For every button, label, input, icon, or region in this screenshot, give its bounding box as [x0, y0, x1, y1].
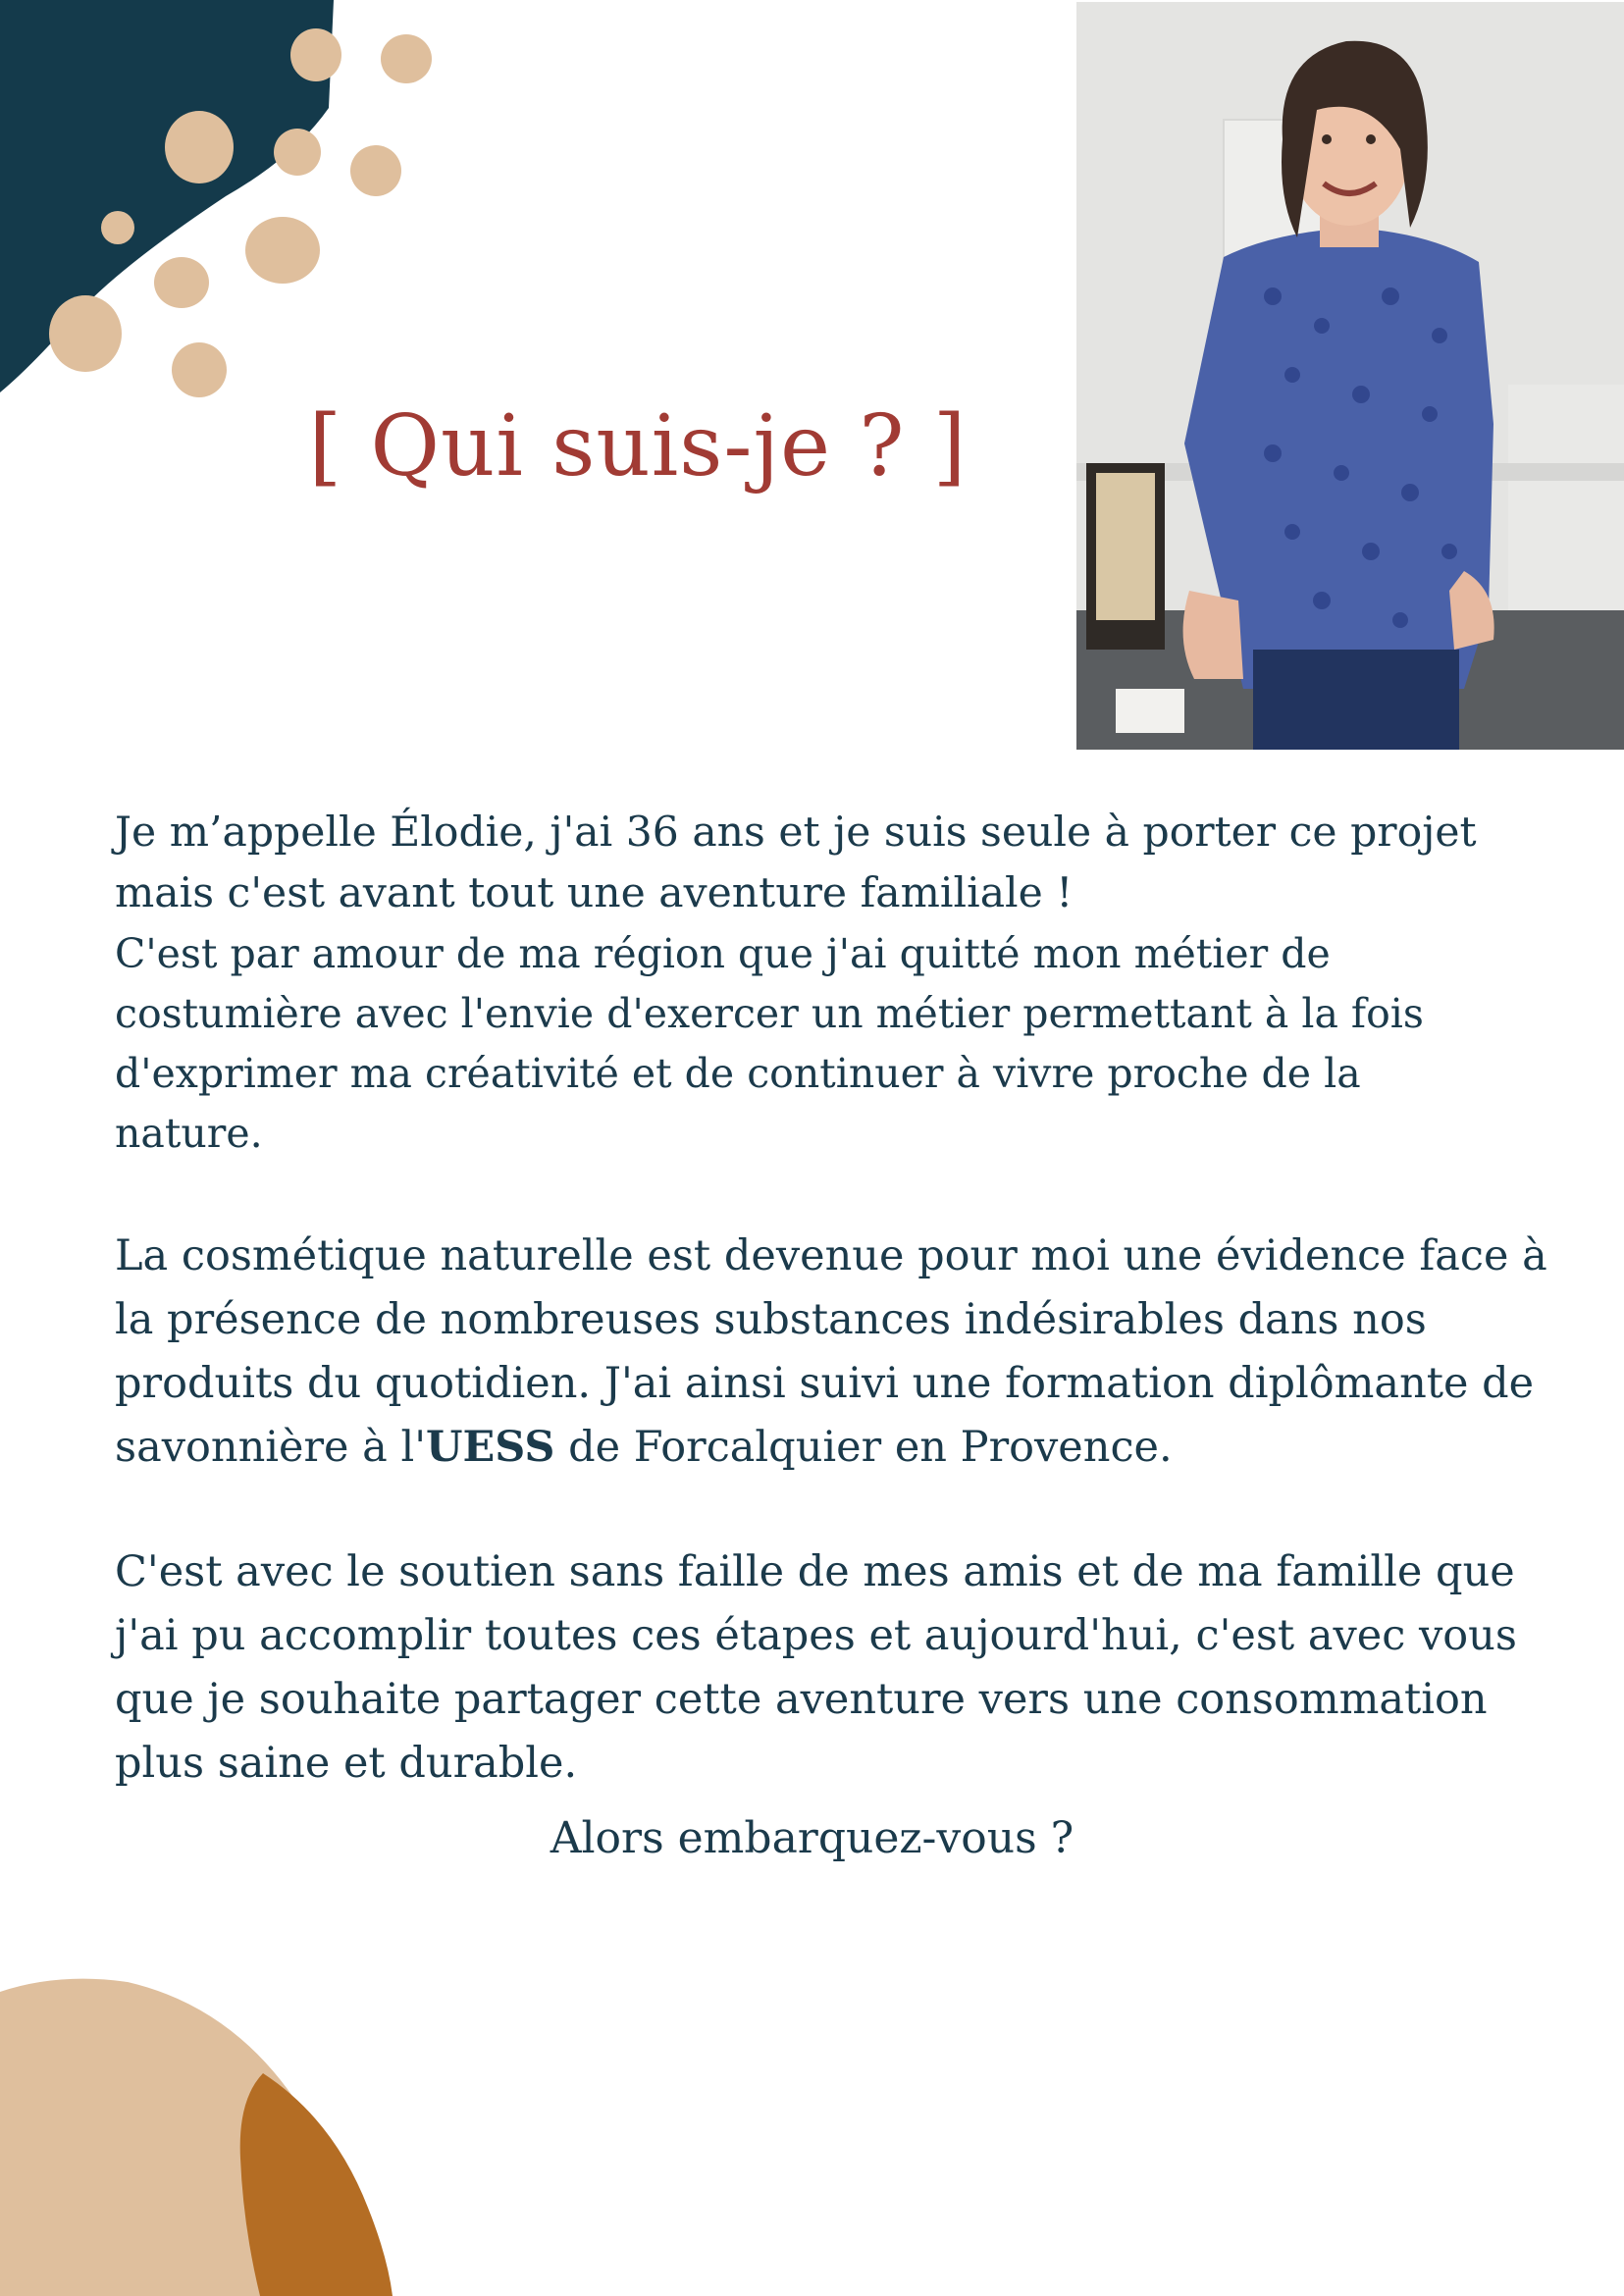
uess-label: UESS [426, 1423, 555, 1472]
dot [290, 28, 341, 81]
cosmetics-text-end: de Forcalquier en Provence. [554, 1423, 1173, 1472]
portrait-photo [1076, 2, 1624, 750]
dot [274, 129, 321, 176]
dot [172, 342, 227, 397]
dot [245, 217, 320, 284]
paragraph-cosmetics [115, 1225, 1547, 1480]
dot [165, 111, 234, 183]
closing-line: Alors embarquez-vous ? [550, 1813, 1074, 1863]
body-text [115, 803, 1547, 1796]
dot [154, 257, 209, 308]
page-title: [ Qui suis-je ? ] [308, 397, 968, 496]
support-text: C'est avec le soutien sans faille de mes amis et de ma famille que j'ai pu accomplir toutes ces étapes et aujourd'hui, c'est avec vous que je souhaite partager cette aventure vers une consommation plus saine et durable. [115, 1547, 1517, 1788]
cosmetics-text: La cosmétique naturelle est devenue pour moi une évidence face à la présence de nombreuses substances indésirables dans nos produits du quotidien. J'ai ainsi suivi une formation diplômante de savonnière à l' [115, 1231, 1547, 1472]
bottom-left-decoration [0, 1972, 412, 2296]
top-left-decoration [0, 0, 451, 412]
dot [49, 295, 122, 372]
dot [350, 145, 401, 196]
dot [101, 211, 134, 244]
dot [381, 34, 432, 83]
intro-career: C'est par amour de ma région que j'ai quitté mon métier de costumière avec l'envie d'exercer un métier permettant à la fois d'exprimer ma créativité et de continuer à vivre proche de la nature. [115, 930, 1424, 1157]
paragraph-intro [115, 803, 1547, 1164]
rust-shape [240, 2073, 393, 2296]
portrait-illustration [1076, 2, 1624, 750]
paragraph-support [115, 1540, 1528, 1796]
intro-sentence: Je m’appelle Élodie, j'ai 36 ans et je suis seule à porter ce projet mais c'est avant tout une aventure familiale ! [115, 809, 1477, 917]
